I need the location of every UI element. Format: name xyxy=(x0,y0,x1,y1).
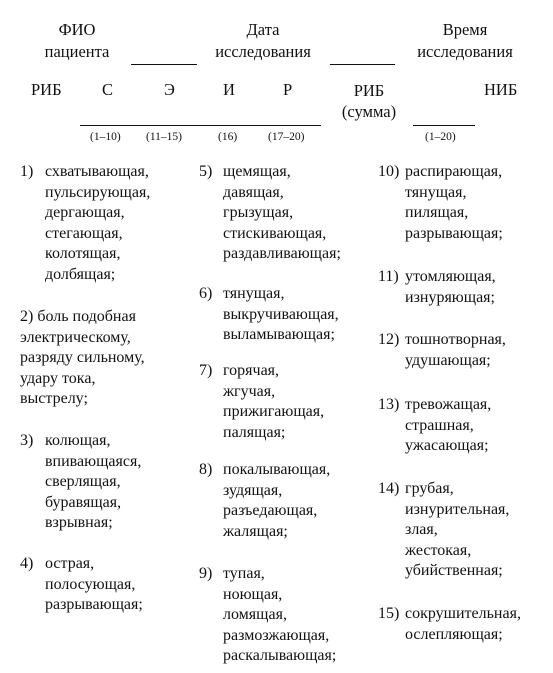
descriptor-word: изнуряющая; xyxy=(405,288,495,306)
rib-sub-scores-line xyxy=(80,125,321,126)
descriptor-word: распирающая, xyxy=(405,163,503,180)
range-e: (11–15) xyxy=(146,131,182,143)
descriptor-word: острая, xyxy=(45,555,95,572)
descriptor-word: разряду сильному, xyxy=(20,349,145,366)
descriptor-word: прижигающая, xyxy=(223,403,325,420)
descriptor-word: разрывающая; xyxy=(45,596,143,613)
descriptor-word: выстрелу; xyxy=(20,390,88,407)
group-number: 6) xyxy=(199,285,213,302)
descriptor-group-8 xyxy=(199,460,330,542)
descriptor-word: грызущая, xyxy=(223,204,294,221)
descriptor-word: удушающая; xyxy=(405,351,491,369)
label-rib-sum-main: РИБ xyxy=(353,81,385,100)
date-header-line1: Дата xyxy=(246,20,280,39)
group-number: 14) xyxy=(378,480,400,497)
descriptor-word: жгучая, xyxy=(223,382,276,400)
descriptor-word: стискивающая, xyxy=(223,224,327,242)
group-number: 7) xyxy=(199,362,213,379)
descriptor-group-6 xyxy=(199,284,339,346)
descriptor-word: щемящая, xyxy=(223,163,291,180)
descriptor-word: полосующая, xyxy=(45,575,136,593)
descriptor-word: впивающаяся, xyxy=(45,452,142,470)
patient-header-line2: пациента xyxy=(44,42,110,61)
label-r: Р xyxy=(283,80,293,99)
patient-name-blank-line xyxy=(131,64,197,65)
exam-time-header xyxy=(405,19,525,63)
descriptor-word: схватывающая, xyxy=(45,163,149,180)
descriptor-word: ужасающая; xyxy=(405,437,489,454)
time-header-line2: исследования xyxy=(417,42,513,61)
descriptor-word: зудящая, xyxy=(223,481,283,499)
label-rib: РИБ xyxy=(31,80,62,99)
group-number: 2) xyxy=(20,308,34,325)
descriptor-word: колющая, xyxy=(45,432,111,449)
descriptor-group-11 xyxy=(378,267,496,308)
descriptor-group-15 xyxy=(378,604,521,645)
group-number: 12) xyxy=(378,331,400,348)
descriptor-word: покалывающая, xyxy=(223,461,331,478)
group-number: 13) xyxy=(378,396,400,413)
descriptor-group-9 xyxy=(199,564,336,667)
group-number: 4) xyxy=(20,555,34,572)
patient-name-header xyxy=(30,19,124,63)
descriptor-word: ломящая, xyxy=(223,606,287,623)
range-s: (1–10) xyxy=(90,131,121,143)
descriptor-group-3 xyxy=(20,431,141,534)
descriptor-word: давящая, xyxy=(223,183,284,201)
descriptor-word: разрывающая; xyxy=(405,224,503,242)
exam-date-header xyxy=(203,19,323,63)
descriptor-word: жалящая; xyxy=(223,522,288,540)
descriptor-word: раскалывающая; xyxy=(223,647,337,664)
group-number: 11) xyxy=(378,268,399,285)
descriptor-word: пилящая, xyxy=(405,204,469,221)
descriptor-word: тянущая, xyxy=(223,285,285,302)
descriptor-word: тошнотворная, xyxy=(405,331,506,348)
label-rib-sum-sub: (сумма) xyxy=(341,102,397,121)
descriptor-word: выкручивающая, xyxy=(223,305,339,323)
descriptor-word: тянущая, xyxy=(405,183,467,201)
descriptor-word: стегающая, xyxy=(45,224,123,242)
group-number: 3) xyxy=(20,432,34,449)
descriptor-word: злая, xyxy=(405,521,438,538)
range-r: (17–20) xyxy=(268,131,305,143)
descriptor-word: взрывная; xyxy=(45,514,113,531)
label-rib-sum xyxy=(336,80,402,122)
patient-header-line1: ФИО xyxy=(58,20,96,39)
descriptor-word: тревожащая, xyxy=(405,396,492,413)
descriptor-group-14 xyxy=(378,479,509,582)
exam-date-blank-line xyxy=(330,64,395,65)
descriptor-word: дергающая, xyxy=(45,204,125,221)
descriptor-word: сокрушительная, xyxy=(405,605,521,622)
descriptor-group-5 xyxy=(199,162,341,265)
descriptor-word: изнурительная, xyxy=(405,500,510,518)
descriptor-word: убийственная; xyxy=(405,562,503,579)
descriptor-group-1 xyxy=(20,162,150,285)
descriptor-word: пульсирующая, xyxy=(45,183,151,201)
descriptor-word: размозжающая, xyxy=(223,626,330,644)
group-number: 8) xyxy=(199,461,213,478)
label-i: И xyxy=(223,80,235,99)
descriptor-group-13 xyxy=(378,395,491,457)
descriptor-word: долбящая; xyxy=(45,265,116,283)
descriptor-word: электрическому, xyxy=(20,328,131,346)
descriptor-word: ослепляющая; xyxy=(405,625,503,643)
group-number: 10) xyxy=(378,163,400,180)
nib-line xyxy=(413,125,475,126)
group-number: 1) xyxy=(20,163,34,180)
descriptor-group-2 xyxy=(20,307,145,410)
label-s: С xyxy=(102,80,114,99)
descriptor-word: жестокая, xyxy=(405,541,472,559)
descriptor-word: палящая; xyxy=(223,423,286,441)
descriptor-word: выламывающая; xyxy=(223,326,335,343)
descriptor-word: тупая, xyxy=(223,565,265,582)
group-number: 15) xyxy=(378,605,400,622)
descriptor-word: колотящая, xyxy=(45,245,121,262)
group-number: 5) xyxy=(199,163,213,180)
time-header-line1: Время xyxy=(442,20,488,39)
descriptor-word: грубая, xyxy=(405,480,454,497)
descriptor-word: горячая, xyxy=(223,362,280,379)
descriptor-word: разъедающая, xyxy=(223,502,318,519)
descriptor-word: ноющая, xyxy=(223,585,283,603)
descriptor-word: страшная, xyxy=(405,416,474,434)
range-nib: (1–20) xyxy=(425,131,456,143)
label-nib: НИБ xyxy=(484,80,518,99)
descriptor-word: боль подобная xyxy=(37,308,136,325)
label-e: Э xyxy=(164,80,175,99)
descriptor-group-7 xyxy=(199,361,324,443)
descriptor-word: сверлящая, xyxy=(45,473,121,490)
descriptor-word: раздавливающая; xyxy=(223,245,341,262)
range-i: (16) xyxy=(218,131,238,143)
group-number: 9) xyxy=(199,565,213,582)
descriptor-word: утомляющая, xyxy=(405,268,496,285)
descriptor-group-12 xyxy=(378,330,506,371)
descriptor-word: удару тока, xyxy=(20,369,96,387)
descriptor-word: буравящая, xyxy=(45,493,122,511)
date-header-line2: исследования xyxy=(215,42,311,61)
descriptor-group-4 xyxy=(20,554,143,616)
descriptor-group-10 xyxy=(378,162,503,244)
